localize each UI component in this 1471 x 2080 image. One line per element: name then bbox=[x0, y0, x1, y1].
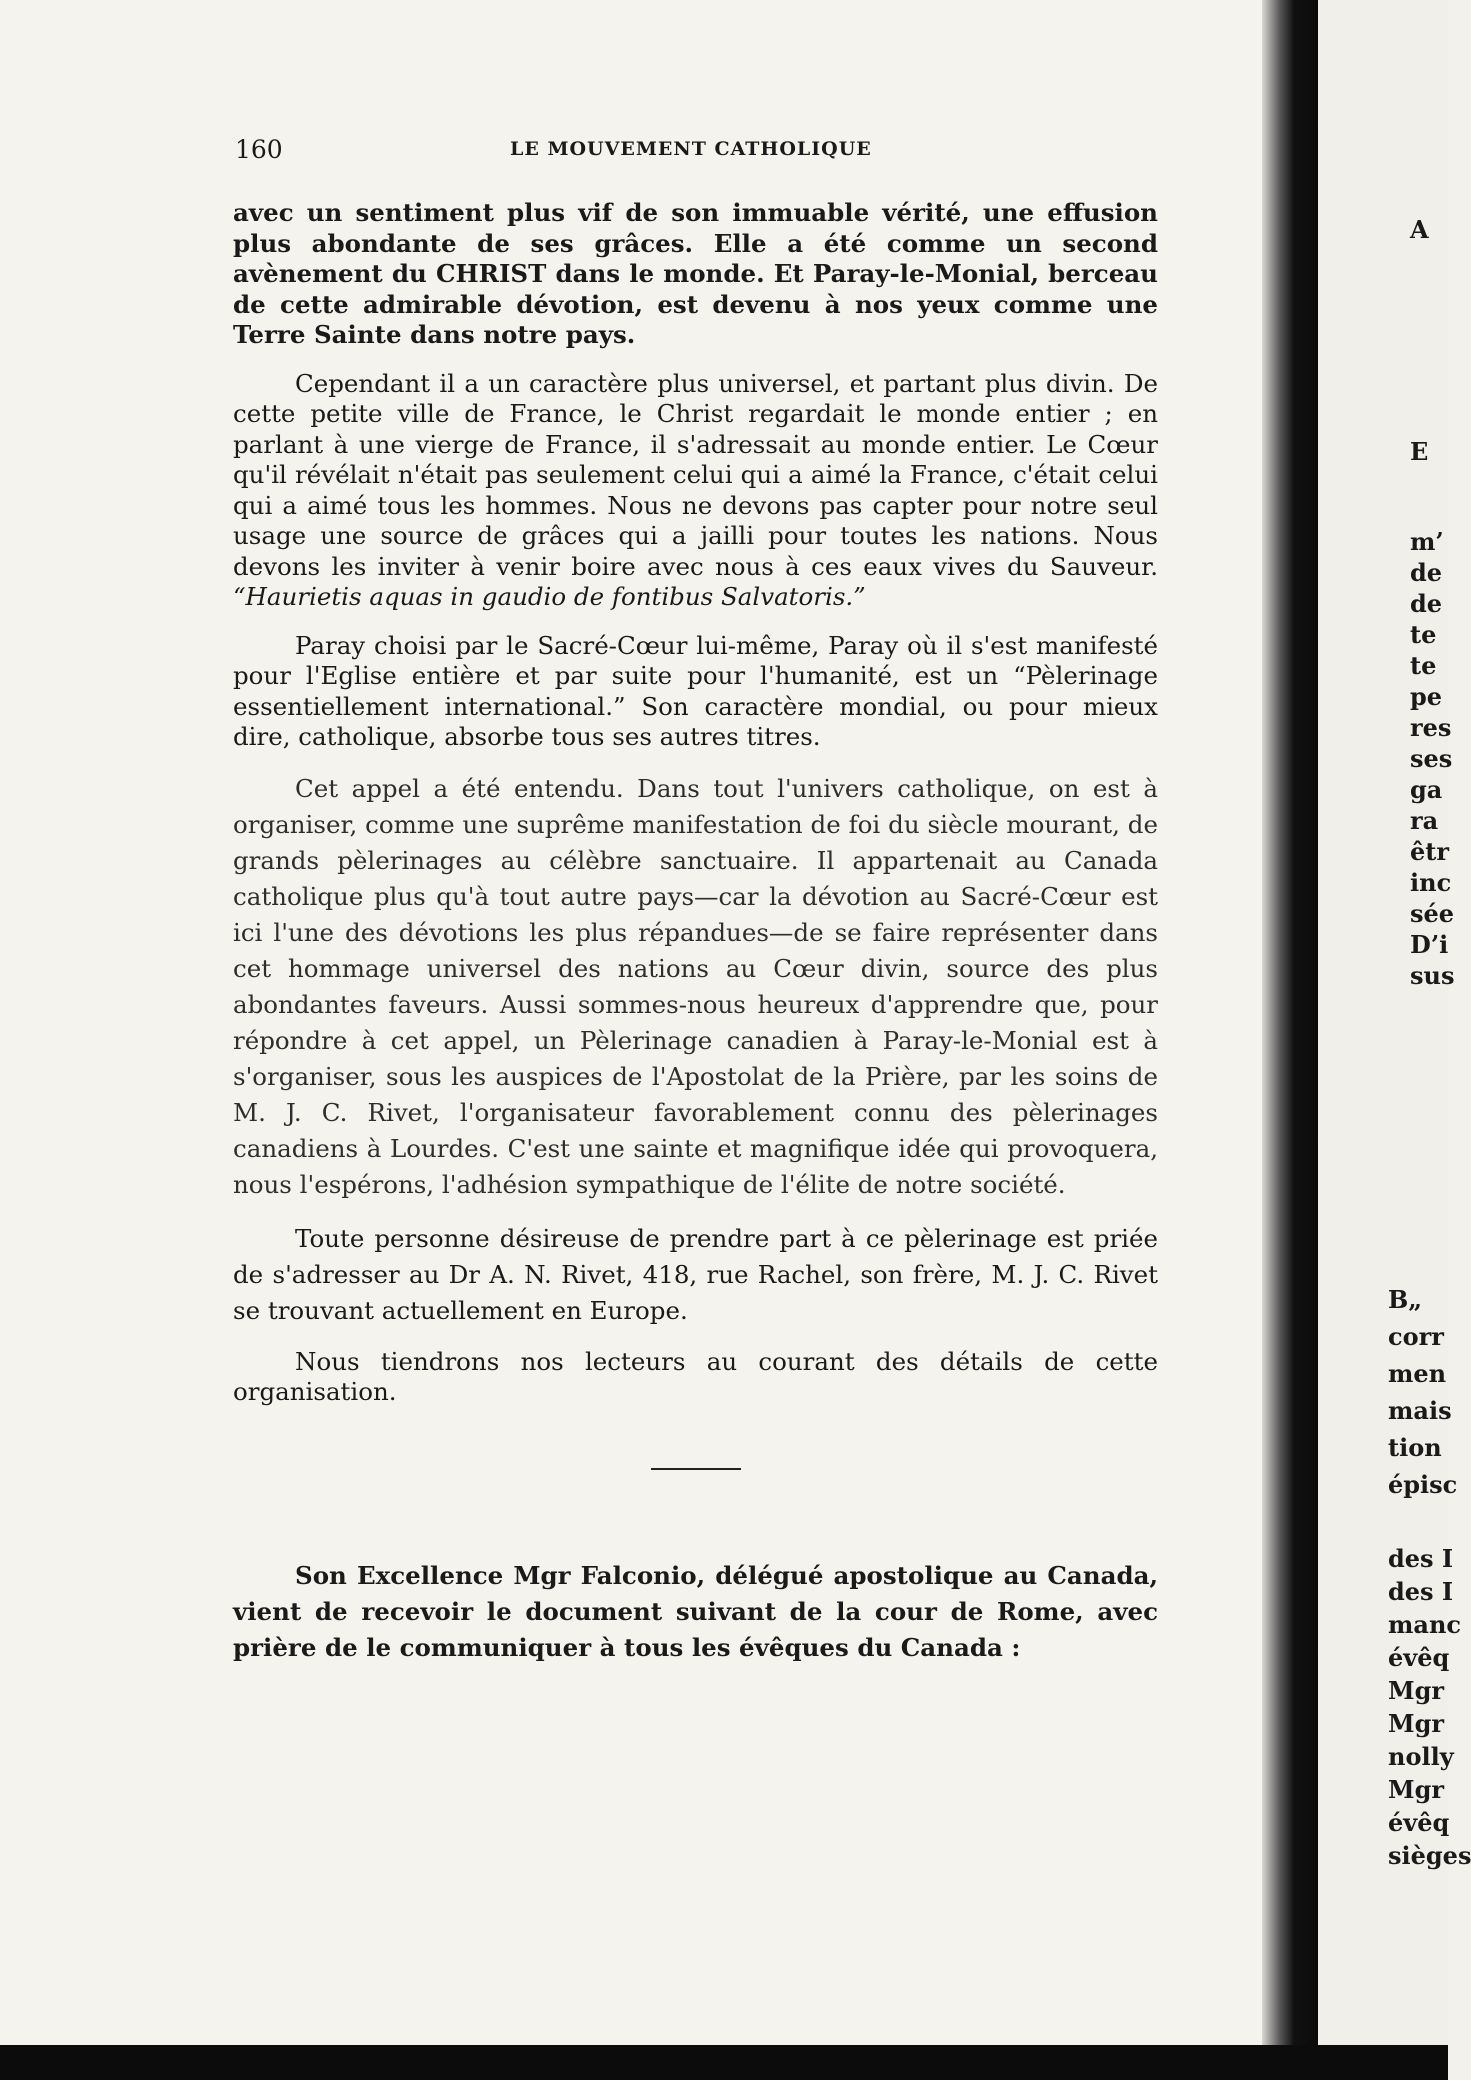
facing-page-fragment: ga bbox=[1410, 775, 1443, 804]
section-divider bbox=[651, 1468, 741, 1470]
paragraph-1: avec un sentiment plus vif de son immuable vérité, une effusion plus abondante de ses grâces. Elle a été comme un second avènement du CHRIST dans le monde. Et Paray-le-Monial, berceau de cette admirable dévotion, est devenu à nos yeux comme une Terre Sainte dans notre pays. bbox=[233, 198, 1158, 349]
page-header bbox=[235, 135, 1160, 165]
facing-page-fragment: res bbox=[1410, 713, 1452, 742]
facing-page-fragment: A bbox=[1410, 215, 1429, 244]
facing-page-fragment: évêq bbox=[1388, 1643, 1450, 1672]
facing-page-fragment: Mgr bbox=[1388, 1676, 1444, 1705]
text-column bbox=[233, 198, 1158, 1684]
book-gutter bbox=[1262, 0, 1320, 2080]
facing-page-fragment: épisc bbox=[1388, 1470, 1458, 1499]
paragraph-7: Son Excellence Mgr Falconio, délégué apostolique au Canada, vient de recevoir le document suivant de la cour de Rome, avec prière de le communiquer à tous les évêques du Canada : bbox=[233, 1560, 1158, 1662]
facing-page-fragment: E bbox=[1410, 437, 1429, 466]
facing-page-fragment: évêq bbox=[1388, 1808, 1450, 1837]
facing-page-fragment: de bbox=[1410, 558, 1443, 587]
facing-page-fragment: des I bbox=[1388, 1577, 1454, 1606]
facing-page-fragment: te bbox=[1410, 651, 1437, 680]
paragraph-5: Toute personne désireuse de prendre part à ce pèlerinage est priée de s'adresser au Dr A. N. Rivet, 418, rue Rachel, son frère, M. J. C. Rivet se trouvant actuellement en Europe. bbox=[233, 1223, 1158, 1325]
paragraph-6: Nous tiendrons nos lecteurs au courant des détails de cette organisation. bbox=[233, 1346, 1158, 1406]
facing-page-fragment: pe bbox=[1410, 682, 1443, 711]
facing-page-fragment: manc bbox=[1388, 1610, 1462, 1639]
running-title: LE MOUVEMENT CATHOLIQUE bbox=[510, 138, 872, 160]
facing-page bbox=[1318, 0, 1471, 2080]
facing-page-fragment: sée bbox=[1410, 899, 1455, 928]
facing-page-fragment: sus bbox=[1410, 961, 1455, 990]
facing-page-fragment: inc bbox=[1410, 868, 1452, 897]
facing-page-fragment: men bbox=[1388, 1359, 1447, 1388]
facing-page-fragment: te bbox=[1410, 620, 1437, 649]
facing-page-fragment: Mgr bbox=[1388, 1775, 1444, 1804]
latin-quote: “Haurietis aquas in gaudio de fontibus Salvatoris.” bbox=[233, 582, 866, 611]
paragraph-4: Cet appel a été entendu. Dans tout l'univers catholique, on est à organiser, comme une suprême manifestation de foi du siècle mourant, de grands pèlerinages au célèbre sanctuaire. Il appartenait au Canada catholique plus qu'à tout autre pays—car la dévotion au Sacré-Cœur est ici l'une des dévotions les plus répandues—de se faire représenter dans cet hommage universel des nations au Cœur divin, source des plus abondantes faveurs. Aussi sommes-nous heureux d'apprendre que, pour répondre à cet appel, un Pèlerinage canadien à Paray-le-Monial est à s'organiser, sous les auspices de l'Apostolat de la Prière, par les soins de M. J. C. Rivet, l'organisateur favorablement connu des pèlerinages canadiens à Lourdes. C'est une sainte et magnifique idée qui provoquera, nous l'espérons, l'adhésion sympathique de l'élite de notre société. bbox=[233, 773, 1158, 1199]
facing-page-fragment: corr bbox=[1388, 1322, 1444, 1351]
facing-page-fragment: êtr bbox=[1410, 837, 1449, 866]
facing-page-fragment: de bbox=[1410, 589, 1443, 618]
paragraph-2-text: Cependant il a un caractère plus universel, et partant plus divin. De cette petite ville de France, le Christ regardait le monde entier ; en parlant à une vierge de France, il s'adressait au monde entier. Le Cœur qu'il révélait n'était pas seulement celui qui a aimé la France, c'était celui qui a aimé tous les hommes. Nous ne devons pas capter pour notre seul usage une source de grâces qui a jailli pour toutes les nations. Nous devons les inviter à venir boire avec nous à ces eaux vives du Sauveur. bbox=[233, 368, 1158, 581]
facing-page-fragment: ra bbox=[1410, 806, 1439, 835]
facing-page-fragment: D’i bbox=[1410, 930, 1449, 959]
paragraph-2 bbox=[233, 369, 1158, 613]
facing-page-fragment: des I bbox=[1388, 1544, 1454, 1573]
scan-bottom-edge bbox=[0, 2045, 1448, 2080]
facing-page-fragment: m’ bbox=[1410, 527, 1444, 556]
facing-page-fragment: tion bbox=[1388, 1433, 1442, 1462]
page-number: 160 bbox=[235, 135, 283, 164]
facing-page-fragment: sièges bbox=[1388, 1841, 1471, 1870]
facing-page-fragment: B„ bbox=[1388, 1285, 1423, 1314]
facing-page-fragment: mais bbox=[1388, 1396, 1452, 1425]
facing-page-fragment: Mgr bbox=[1388, 1709, 1444, 1738]
paragraph-3: Paray choisi par le Sacré-Cœur lui-même, Paray où il s'est manifesté pour l'Eglise entière et par suite pour l'humanité, est un “Pèlerinage essentiellement international.” Son caractère mondial, ou pour mieux dire, catholique, absorbe tous ses autres titres. bbox=[233, 630, 1158, 751]
facing-page-fragment: ses bbox=[1410, 744, 1453, 773]
facing-page-fragment: nolly bbox=[1388, 1742, 1454, 1771]
